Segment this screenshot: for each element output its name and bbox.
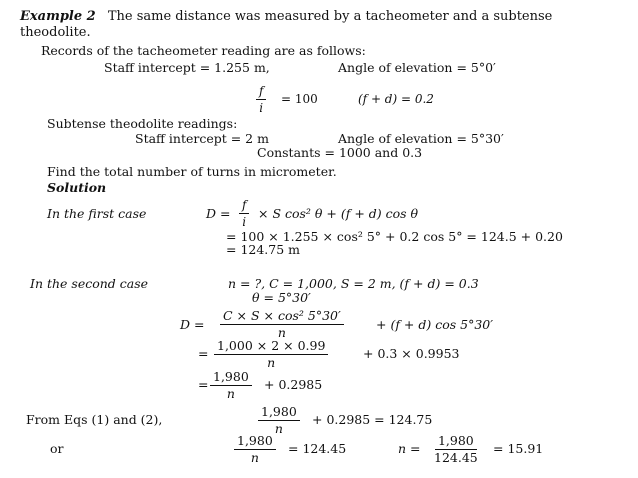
second-case-fraction-3 [210,370,252,401]
second-case-eq-3: = [198,377,209,392]
from-eqs-fraction [258,405,300,436]
tacheometer-staff-intercept: Staff intercept = 1.255 m, [104,60,270,75]
second-case-fraction-1 [220,309,344,340]
first-case-ratio-fraction [239,198,249,229]
example-text: The same distance was measured by a tacheometer and a subtense [107,9,553,24]
first-case-line2: = 100 × 1.255 × cos² 5° + 0.2 cos 5° = 124.5 + 0.20 [226,229,563,244]
ratio-denominator: i [259,101,264,115]
or-rest: = 124.45 [288,441,347,456]
second-case-eq-2: = [198,346,209,361]
tacheometer-ratio-fraction [256,84,266,115]
fraction-2-numerator: 1,000 × 2 × 0.99 [214,339,328,355]
or-numerator: 1,980 [234,434,276,450]
first-case-label: In the first case [47,206,147,221]
ratio-numerator: f [256,84,266,100]
task-statement: Find the total number of turns in micrometer. [47,164,337,179]
n-lhs: n = [398,441,421,456]
fraction-2-denominator: n [267,355,276,370]
second-case-fraction-2 [214,339,328,370]
or-fraction [234,434,276,465]
first-case-d-lhs: D = [206,206,231,221]
solution-title: Solution [47,180,107,195]
tacheometer-intro: Records of the tacheometer reading are as follows: [41,43,366,58]
from-eqs-numerator: 1,980 [258,405,300,421]
fraction-1-denominator: n [277,325,286,340]
subtense-angle: Angle of elevation = 5°30′ [338,131,504,146]
second-case-label: In the second case [30,276,149,291]
fraction-3-denominator: n [226,386,235,401]
first-case-line3: = 124.75 m [226,242,301,257]
subtense-staff-intercept: Staff intercept = 2 m [135,131,269,146]
fraction-3-numerator: 1,980 [210,370,252,386]
first-case-d-rhs: × S cos² θ + (f + d) cos θ [258,206,419,221]
second-case-theta: θ = 5°30′ [252,290,311,305]
subtense-title: Subtense theodolite readings: [47,116,238,131]
second-case-given: n = ?, C = 1,000, S = 2 m, (f + d) = 0.3 [228,276,479,291]
from-eqs-label: From Eqs (1) and (2), [26,412,163,427]
n-numerator: 1,980 [435,434,477,450]
from-eqs-rest: + 0.2985 = 124.75 [312,412,433,427]
tacheometer-ratio-value: = 100 [281,92,318,106]
n-result: = 15.91 [493,441,544,456]
from-eqs-denominator: n [274,421,283,436]
first-case-ratio-denominator: i [242,215,247,229]
n-denominator: 124.45 [434,450,478,465]
example-heading [20,9,552,24]
second-case-fraction-3-rest: + 0.2985 [264,377,323,392]
example-text-cont: theodolite. [20,25,91,40]
or-denominator: n [250,450,259,465]
example-label: Example 2 [20,9,96,24]
subtense-constants: Constants = 1000 and 0.3 [257,145,423,160]
tacheometer-constant: (f + d) = 0.2 [358,92,434,106]
fraction-1-numerator: C × S × cos² 5°30′ [220,309,344,325]
n-fraction [434,434,478,465]
second-case-d-lhs: D = [180,317,205,332]
second-case-fraction-2-rest: + 0.3 × 0.9953 [363,346,460,361]
tacheometer-angle: Angle of elevation = 5°0′ [338,60,496,75]
or-label: or [50,441,64,456]
second-case-fraction-1-rest: + (f + d) cos 5°30′ [376,317,494,332]
first-case-ratio-numerator: f [239,198,249,214]
